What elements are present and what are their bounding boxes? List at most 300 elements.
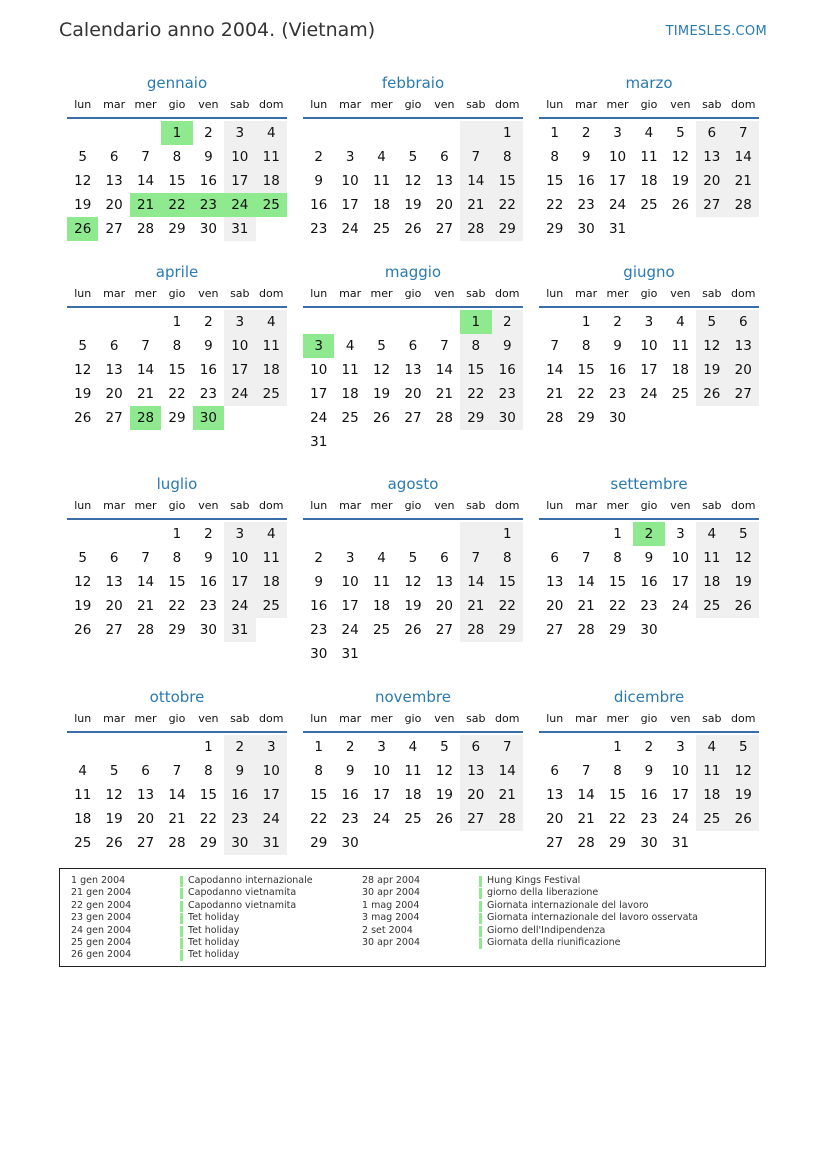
legend-date: 1 gen 2004 bbox=[71, 875, 126, 886]
month-giugno bbox=[539, 260, 759, 430]
empty-cell bbox=[130, 522, 161, 546]
day-cell: 26 bbox=[671, 197, 689, 213]
empty-cell bbox=[67, 735, 98, 759]
legend-row bbox=[71, 949, 240, 961]
week-row bbox=[303, 217, 523, 241]
week-row bbox=[67, 121, 287, 145]
week-row bbox=[303, 406, 523, 430]
day-cell: 19 bbox=[435, 787, 453, 803]
month-febbraio bbox=[303, 71, 523, 241]
day-cell: 7 bbox=[141, 149, 150, 165]
week-row bbox=[67, 193, 287, 217]
day-cell: 22 bbox=[310, 811, 328, 827]
day-cell: 26 bbox=[404, 622, 422, 638]
day-cell: 18 bbox=[696, 783, 727, 807]
weekday-label: dom bbox=[495, 98, 520, 111]
day-cell: 27 bbox=[105, 622, 123, 638]
day-cell: 7 bbox=[141, 550, 150, 566]
day-cell: 19 bbox=[728, 783, 759, 807]
day-cell: 29 bbox=[460, 406, 491, 430]
day-cell: 31 bbox=[256, 831, 287, 855]
legend-marker bbox=[180, 901, 183, 912]
day-cell: 23 bbox=[341, 811, 359, 827]
day-cell: 11 bbox=[256, 145, 287, 169]
empty-cell bbox=[492, 642, 523, 666]
legend-row bbox=[71, 936, 240, 949]
legend-column-right bbox=[362, 875, 698, 949]
weekday-label: lun bbox=[546, 712, 564, 725]
legend-row bbox=[362, 924, 606, 937]
day-cell: 21 bbox=[728, 169, 759, 193]
weekday-label: sab bbox=[702, 499, 722, 512]
day-cell: 14 bbox=[492, 759, 523, 783]
day-cell: 12 bbox=[74, 173, 92, 189]
day-cell: 22 bbox=[608, 811, 627, 827]
day-cell: 7 bbox=[581, 763, 591, 779]
weekday-header bbox=[539, 709, 759, 733]
day-cell: 2 bbox=[314, 149, 323, 165]
day-cell: 19 bbox=[74, 386, 92, 402]
week-row bbox=[539, 358, 759, 382]
legend-date: 22 gen 2004 bbox=[71, 899, 132, 911]
day-cell: 22 bbox=[161, 193, 192, 217]
week-row bbox=[303, 358, 523, 382]
day-cell: 8 bbox=[613, 763, 622, 779]
day-cell: 28 bbox=[168, 835, 186, 851]
day-cell: 13 bbox=[105, 574, 123, 590]
day-cell: 2 bbox=[204, 314, 213, 330]
day-cell: 1 bbox=[492, 522, 523, 546]
legend-date: 26 gen 2004 bbox=[71, 949, 132, 961]
day-cell: 18 bbox=[372, 598, 391, 614]
day-cell: 15 bbox=[492, 570, 523, 594]
weekday-label: dom bbox=[731, 712, 756, 725]
day-cell: 14 bbox=[136, 173, 155, 189]
day-cell: 27 bbox=[435, 221, 453, 237]
weekday-header bbox=[539, 496, 759, 520]
weekday-label: gio bbox=[640, 287, 658, 300]
day-cell: 21 bbox=[136, 386, 155, 402]
legend-date: 3 mag 2004 bbox=[362, 912, 420, 924]
week-row bbox=[539, 334, 759, 358]
day-cell: 6 bbox=[440, 149, 449, 165]
legend-date: 28 apr 2004 bbox=[362, 875, 421, 886]
day-cell: 31 bbox=[671, 835, 689, 851]
day-cell: 2 bbox=[345, 739, 355, 755]
day-cell: 28 bbox=[728, 193, 759, 217]
week-row bbox=[67, 546, 287, 570]
day-cell: 6 bbox=[728, 310, 759, 334]
day-cell: 28 bbox=[460, 618, 491, 642]
weekday-label: ven bbox=[670, 499, 691, 512]
day-cell: 17 bbox=[671, 787, 689, 803]
day-cell: 21 bbox=[168, 811, 186, 827]
day-cell: 18 bbox=[671, 362, 689, 378]
weekday-header bbox=[303, 496, 523, 520]
day-cell: 16 bbox=[199, 362, 217, 378]
day-cell: 20 bbox=[404, 386, 422, 402]
week-row bbox=[67, 618, 287, 642]
day-cell: 18 bbox=[372, 197, 391, 213]
day-cell: 14 bbox=[577, 574, 595, 590]
week-row bbox=[539, 546, 759, 570]
weekday-label: mer bbox=[606, 98, 629, 111]
empty-cell bbox=[130, 310, 161, 334]
weekday-label: dom bbox=[495, 287, 520, 300]
day-cell: 28 bbox=[435, 410, 453, 426]
week-row bbox=[67, 594, 287, 618]
weekday-label: mer bbox=[370, 499, 393, 512]
day-cell: 18 bbox=[256, 358, 287, 382]
day-cell: 3 bbox=[676, 739, 685, 755]
empty-cell bbox=[334, 121, 365, 145]
week-row bbox=[539, 735, 759, 759]
empty-cell bbox=[728, 618, 759, 642]
empty-cell bbox=[696, 217, 727, 241]
day-cell: 29 bbox=[608, 835, 627, 851]
weekday-label: sab bbox=[466, 499, 486, 512]
week-row bbox=[303, 759, 523, 783]
day-cell: 24 bbox=[341, 221, 359, 237]
day-cell: 28 bbox=[460, 217, 491, 241]
weekday-label: lun bbox=[310, 287, 328, 300]
day-cell: 9 bbox=[613, 338, 622, 354]
day-cell: 25 bbox=[404, 811, 422, 827]
day-cell: 9 bbox=[204, 149, 213, 165]
day-cell: 28 bbox=[492, 807, 523, 831]
day-cell: 19 bbox=[74, 598, 92, 614]
day-cell: 19 bbox=[696, 358, 727, 382]
weekday-label: gio bbox=[168, 499, 186, 512]
legend-holiday-name: Tet holiday bbox=[188, 912, 240, 924]
empty-cell bbox=[397, 642, 428, 666]
day-cell: 24 bbox=[224, 382, 255, 406]
week-row bbox=[539, 121, 759, 145]
month-aprile bbox=[67, 260, 287, 430]
week-row bbox=[303, 121, 523, 145]
day-cell: 10 bbox=[224, 145, 255, 169]
week-row bbox=[303, 430, 523, 454]
day-cell: 29 bbox=[168, 410, 186, 426]
weekday-label: sab bbox=[702, 287, 722, 300]
day-cell: 14 bbox=[577, 787, 595, 803]
empty-cell bbox=[429, 642, 460, 666]
day-cell: 22 bbox=[168, 598, 186, 614]
day-cell: 8 bbox=[492, 546, 523, 570]
day-cell: 9 bbox=[314, 173, 323, 189]
legend-marker bbox=[479, 913, 482, 924]
day-cell: 22 bbox=[546, 197, 564, 213]
week-row bbox=[303, 193, 523, 217]
day-cell: 23 bbox=[640, 811, 658, 827]
weekday-label: ven bbox=[198, 499, 219, 512]
day-cell: 1 bbox=[172, 314, 182, 330]
day-cell: 11 bbox=[404, 763, 422, 779]
weekday-label: ven bbox=[198, 287, 219, 300]
day-cell: 3 bbox=[613, 125, 622, 141]
day-cell: 24 bbox=[608, 197, 627, 213]
weekday-header bbox=[539, 284, 759, 308]
day-cell: 16 bbox=[640, 787, 658, 803]
legend-date: 30 apr 2004 bbox=[362, 887, 421, 899]
month-novembre bbox=[303, 685, 523, 855]
legend-holiday-name: Capodanno vietnamita bbox=[188, 887, 297, 899]
month-maggio bbox=[303, 260, 523, 454]
week-row bbox=[539, 783, 759, 807]
day-cell: 18 bbox=[256, 570, 287, 594]
weekday-label: lun bbox=[310, 712, 328, 725]
day-cell: 9 bbox=[581, 149, 591, 165]
day-cell: 3 bbox=[224, 310, 255, 334]
day-cell: 14 bbox=[136, 574, 155, 590]
day-cell: 5 bbox=[696, 310, 727, 334]
empty-cell bbox=[728, 406, 759, 430]
day-cell: 25 bbox=[696, 594, 727, 618]
weekday-label: dom bbox=[495, 499, 520, 512]
weekday-header bbox=[67, 496, 287, 520]
empty-cell bbox=[397, 831, 428, 855]
empty-cell bbox=[366, 642, 397, 666]
day-cell: 2 bbox=[314, 550, 323, 566]
weekday-label: lun bbox=[310, 499, 328, 512]
day-cell: 18 bbox=[256, 169, 287, 193]
day-cell: 13 bbox=[546, 574, 564, 590]
month-name: aprile bbox=[155, 263, 199, 281]
month-name: luglio bbox=[156, 475, 198, 493]
day-cell: 11 bbox=[671, 338, 689, 354]
day-cell: 31 bbox=[224, 618, 255, 642]
weekday-label: dom bbox=[495, 712, 520, 725]
day-cell: 26 bbox=[74, 622, 92, 638]
week-row bbox=[67, 807, 287, 831]
day-cell: 1 bbox=[172, 526, 182, 542]
day-cell: 24 bbox=[341, 622, 359, 638]
day-cell: 15 bbox=[168, 173, 186, 189]
day-cell: 24 bbox=[310, 410, 328, 426]
holiday-legend bbox=[59, 868, 766, 967]
day-cell: 17 bbox=[224, 570, 255, 594]
weekday-label: ven bbox=[434, 712, 455, 725]
day-cell: 26 bbox=[696, 382, 727, 406]
day-cell: 23 bbox=[199, 598, 217, 614]
empty-cell bbox=[397, 121, 428, 145]
day-cell: 14 bbox=[435, 362, 453, 378]
weekday-label: dom bbox=[731, 287, 756, 300]
day-cell: 28 bbox=[546, 410, 564, 426]
legend-date: 1 mag 2004 bbox=[362, 899, 420, 911]
day-cell: 30 bbox=[199, 221, 217, 237]
day-cell: 27 bbox=[696, 193, 727, 217]
day-cell: 4 bbox=[696, 522, 727, 546]
empty-cell bbox=[665, 406, 696, 430]
legend-row bbox=[71, 912, 240, 924]
weekday-label: sab bbox=[702, 98, 722, 111]
week-row bbox=[67, 831, 287, 855]
weekday-label: mer bbox=[370, 287, 393, 300]
empty-cell bbox=[256, 217, 287, 241]
weekday-label: gio bbox=[404, 287, 422, 300]
empty-cell bbox=[633, 406, 664, 430]
day-cell: 18 bbox=[696, 570, 727, 594]
day-cell: 8 bbox=[204, 763, 213, 779]
week-row bbox=[67, 358, 287, 382]
day-cell: 13 bbox=[105, 362, 123, 378]
day-cell: 9 bbox=[345, 763, 355, 779]
day-cell: 6 bbox=[109, 149, 119, 165]
day-cell: 15 bbox=[168, 362, 186, 378]
day-cell: 9 bbox=[644, 763, 654, 779]
day-cell: 21 bbox=[435, 386, 453, 402]
week-row bbox=[303, 642, 523, 666]
legend-date: 21 gen 2004 bbox=[71, 887, 132, 899]
weekday-label: dom bbox=[259, 98, 284, 111]
weekday-label: mar bbox=[575, 98, 598, 111]
weekday-label: gio bbox=[404, 499, 422, 512]
legend-row bbox=[71, 887, 297, 899]
weekday-header bbox=[303, 95, 523, 119]
weekday-label: ven bbox=[670, 287, 691, 300]
day-cell: 19 bbox=[404, 598, 422, 614]
day-cell: 9 bbox=[644, 550, 654, 566]
day-cell: 19 bbox=[728, 570, 759, 594]
day-cell: 27 bbox=[546, 622, 564, 638]
week-row bbox=[303, 145, 523, 169]
weekday-label: mar bbox=[575, 287, 598, 300]
week-row bbox=[539, 217, 759, 241]
day-cell: 25 bbox=[696, 807, 727, 831]
day-cell: 3 bbox=[224, 121, 255, 145]
empty-cell bbox=[98, 735, 129, 759]
day-cell: 20 bbox=[546, 598, 564, 614]
legend-holiday-name: Tet holiday bbox=[188, 924, 240, 936]
day-cell: 8 bbox=[172, 550, 182, 566]
weekday-header bbox=[303, 284, 523, 308]
day-cell: 11 bbox=[696, 759, 727, 783]
weekday-label: ven bbox=[198, 712, 219, 725]
day-cell: 4 bbox=[78, 763, 87, 779]
day-cell: 29 bbox=[546, 221, 564, 237]
legend-marker bbox=[479, 926, 482, 937]
month-name: novembre bbox=[375, 688, 451, 706]
day-cell: 10 bbox=[224, 546, 255, 570]
day-cell: 6 bbox=[550, 763, 559, 779]
day-cell: 1 bbox=[204, 739, 213, 755]
empty-cell bbox=[570, 735, 601, 759]
empty-cell bbox=[98, 310, 129, 334]
day-cell: 20 bbox=[136, 811, 155, 827]
day-cell: 17 bbox=[224, 358, 255, 382]
site-link[interactable]: TIMESLES.COM bbox=[665, 24, 767, 39]
day-cell: 2 bbox=[204, 526, 213, 542]
week-row bbox=[539, 382, 759, 406]
legend-row bbox=[71, 924, 240, 937]
weekday-label: mar bbox=[575, 712, 598, 725]
day-cell: 3 bbox=[676, 526, 685, 542]
weekday-label: sab bbox=[466, 287, 486, 300]
week-row bbox=[67, 735, 287, 759]
day-cell: 15 bbox=[608, 787, 627, 803]
legend-date: 24 gen 2004 bbox=[71, 924, 132, 936]
legend-marker bbox=[180, 926, 183, 937]
weekday-label: mar bbox=[339, 98, 362, 111]
day-cell: 28 bbox=[130, 406, 161, 430]
day-cell: 6 bbox=[460, 735, 491, 759]
day-cell: 3 bbox=[345, 550, 355, 566]
week-row bbox=[539, 807, 759, 831]
weekday-label: sab bbox=[230, 499, 250, 512]
day-cell: 23 bbox=[310, 622, 328, 638]
day-cell: 1 bbox=[492, 121, 523, 145]
day-cell: 28 bbox=[136, 221, 155, 237]
legend-date: 25 gen 2004 bbox=[71, 936, 132, 948]
day-cell: 2 bbox=[644, 739, 654, 755]
day-cell: 9 bbox=[492, 334, 523, 358]
weekday-label: sab bbox=[230, 712, 250, 725]
legend-holiday-name: Giornata internazionale del lavoro bbox=[487, 899, 649, 911]
day-cell: 12 bbox=[105, 787, 123, 803]
day-cell: 11 bbox=[696, 546, 727, 570]
month-name: settembre bbox=[610, 475, 688, 493]
weekday-header bbox=[303, 709, 523, 733]
day-cell: 13 bbox=[696, 145, 727, 169]
week-row bbox=[67, 783, 287, 807]
weekday-label: dom bbox=[731, 499, 756, 512]
weekday-label: dom bbox=[259, 287, 284, 300]
legend-marker bbox=[479, 888, 482, 899]
day-cell: 29 bbox=[310, 835, 328, 851]
day-cell: 12 bbox=[74, 362, 92, 378]
day-cell: 27 bbox=[404, 410, 422, 426]
day-cell: 13 bbox=[404, 362, 422, 378]
week-row bbox=[539, 145, 759, 169]
day-cell: 2 bbox=[492, 310, 523, 334]
weekday-label: mar bbox=[575, 499, 598, 512]
week-row bbox=[303, 310, 523, 334]
day-cell: 11 bbox=[256, 546, 287, 570]
day-cell: 21 bbox=[460, 193, 491, 217]
day-cell: 4 bbox=[256, 522, 287, 546]
legend-row bbox=[362, 936, 621, 949]
empty-cell bbox=[98, 121, 129, 145]
day-cell: 7 bbox=[440, 338, 449, 354]
day-cell: 11 bbox=[74, 787, 92, 803]
day-cell: 27 bbox=[105, 410, 123, 426]
day-cell: 9 bbox=[314, 574, 323, 590]
day-cell: 6 bbox=[109, 550, 119, 566]
day-cell: 12 bbox=[435, 763, 453, 779]
empty-cell bbox=[366, 430, 397, 454]
week-row bbox=[303, 570, 523, 594]
day-cell: 3 bbox=[256, 735, 287, 759]
empty-cell bbox=[539, 735, 570, 759]
day-cell: 20 bbox=[105, 386, 123, 402]
day-cell: 13 bbox=[546, 787, 564, 803]
day-cell: 28 bbox=[136, 622, 155, 638]
day-cell: 20 bbox=[435, 197, 453, 213]
day-cell: 8 bbox=[613, 550, 622, 566]
day-cell: 16 bbox=[492, 358, 523, 382]
day-cell: 14 bbox=[460, 169, 491, 193]
week-row bbox=[303, 522, 523, 546]
day-cell: 11 bbox=[372, 574, 391, 590]
day-cell: 26 bbox=[372, 410, 391, 426]
day-cell: 30 bbox=[224, 831, 255, 855]
weekday-label: sab bbox=[466, 98, 486, 111]
week-row bbox=[539, 522, 759, 546]
day-cell: 27 bbox=[136, 835, 155, 851]
day-cell: 7 bbox=[581, 550, 591, 566]
week-row bbox=[303, 169, 523, 193]
